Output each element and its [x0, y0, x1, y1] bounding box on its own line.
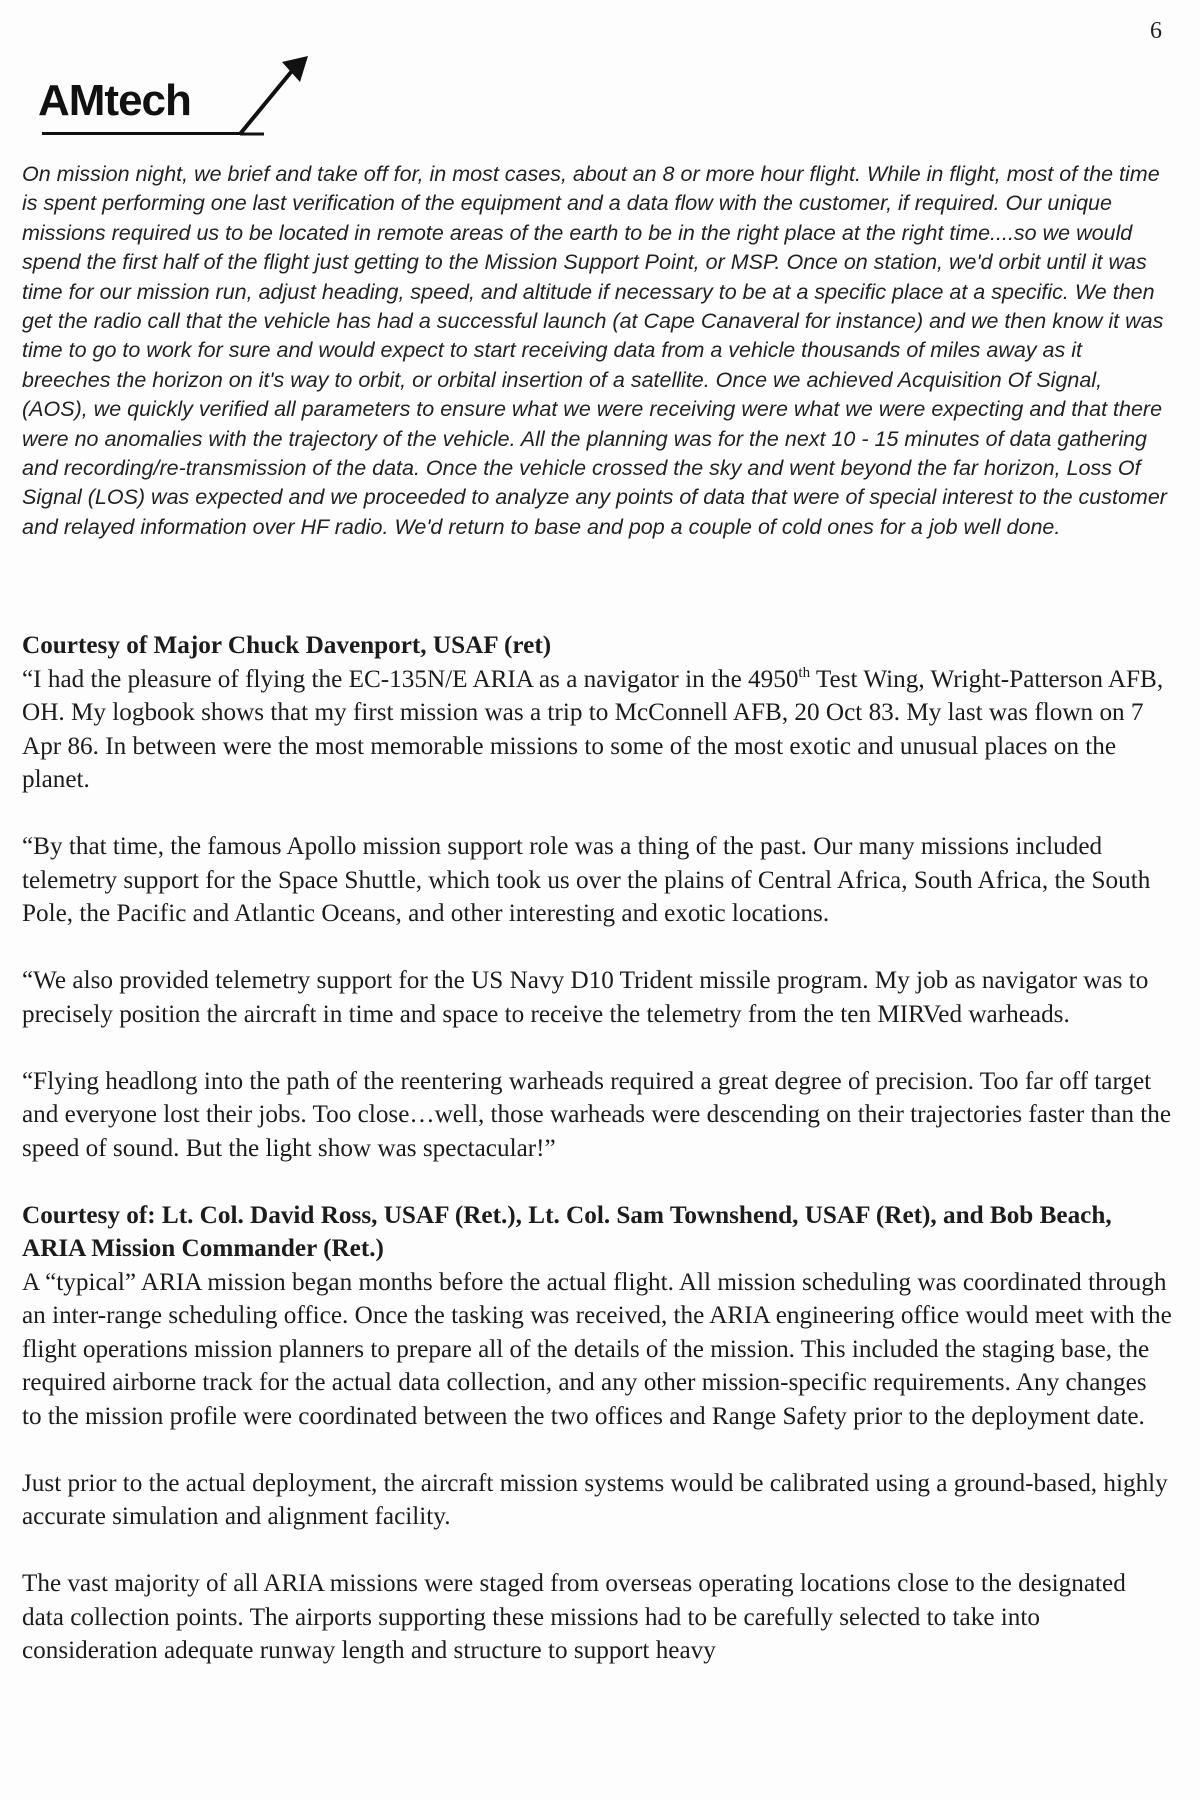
section-heading: Courtesy of Major Chuck Davenport, USAF (ret) [22, 632, 552, 659]
logo-underline [42, 132, 242, 135]
paragraph: The vast majority of all ARIA missions were staged from overseas operating locations close to the designated data collection points. The airports supporting these missions had to be carefully selected to take into consideration adequate runway length and structure to support heavy [22, 1570, 1126, 1664]
section-ross-townshend-beach [22, 1199, 1172, 1668]
paragraph: “By that time, the famous Apollo mission support role was a thing of the past. Our many missions included telemetry support for the Space Shuttle, which took us over the plains of Central Africa, South Africa, the South Pole, the Pacific and Atlantic Oceans, and other interesting and exotic locations. [22, 833, 1151, 927]
paragraph-text: Test Wing, Wright-Patterson AFB, OH. My logbook shows that my first mission was a trip to McConnell AFB, 20 Oct 83. My last was flown on 7 Apr 86. In between were the most memorable missions to some of the most exotic and unusual places on the planet. [22, 665, 1164, 793]
amtech-logo [38, 54, 278, 136]
paragraph: Just prior to the actual deployment, the aircraft mission systems would be calibrated using a ground-based, highly accurate simulation and alignment facility. [22, 1469, 1168, 1530]
paragraph: A “typical” ARIA mission began months before the actual flight. All mission scheduling was coordinated through an inter-range scheduling office. Once the tasking was received, the ARIA engineering office would meet with the flight operations mission planners to prepare all of the details of the mission. This included the staging base, the required airborne track for the actual data collection, and any other mission-specific requirements. Any changes to the mission profile were coordinated between the two offices and Range Safety prior to the deployment date. [22, 1268, 1172, 1430]
paragraph: “We also provided telemetry support for the US Navy D10 Trident missile program. My job as navigator was to precisely position the aircraft in time and space to receive the telemetry from the ten MIRVed warheads. [22, 967, 1149, 1028]
page-number: 6 [1150, 18, 1162, 44]
superscript: th [798, 664, 811, 681]
logo-arrow-icon [234, 54, 314, 138]
paragraph-text: “I had the pleasure of flying the EC-135N/E ARIA as a navigator in the 4950 [22, 665, 799, 693]
body-text [22, 629, 1172, 1701]
paragraph [22, 663, 1172, 797]
logo-text: AMtech [38, 76, 191, 125]
intro-paragraph: On mission night, we brief and take off for, in most cases, about an 8 or more hour flight. While in flight, most of the time is spent performing one last verification of the equipment and a data flow with the customer, if required. Our unique missions required us to be located in remote areas of the earth to be in the right place at the right time....so we would spend the first half of the flight just getting to the Mission Support Point, or MSP. Once on station, we'd orbit until it was time for our mission run, adjust heading, speed, and altitude if necessary to be at a specific place at a specific. We then get the radio call that the vehicle has had a successful launch (at Cape Canaveral for instance) and we then know it was time to go to work for sure and would expect to start receiving data from a vehicle thousands of miles away as it breeches the horizon on it's way to orbit, or orbital insertion of a satellite. Once we achieved Acquisition Of Signal, (AOS), we quickly verified all parameters to ensure what we were receiving were what we were expecting and that there were no anomalies with the trajectory of the vehicle. All the planning was for the next 10 - 15 minutes of data gathering and recording/re-transmission of the data. Once the vehicle crossed the sky and went beyond the far horizon, Loss Of Signal (LOS) was expected and we proceeded to analyze any points of data that were of special interest to the customer and relayed information over HF radio. We'd return to base and pop a couple of cold ones for a job well done. [22, 162, 1167, 539]
section-heading: Courtesy of: Lt. Col. David Ross, USAF (Ret.), Lt. Col. Sam Townshend, USAF (Ret), and Bob Beach, ARIA Mission Commander (Ret.) [22, 1201, 1112, 1262]
section-davenport [22, 629, 1172, 1165]
paragraph: “Flying headlong into the path of the reentering warheads required a great degree of precision. Too far off target and everyone lost their jobs. Too close…well, those warheads were descending on their trajectories faster than the speed of sound. But the light show was spectacular!” [22, 1067, 1172, 1162]
